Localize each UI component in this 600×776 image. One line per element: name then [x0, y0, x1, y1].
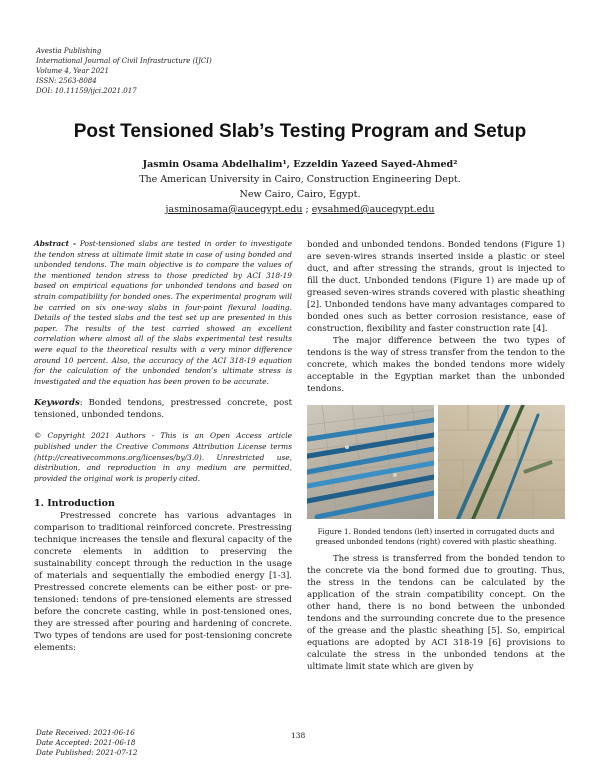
figure-1 — [307, 405, 565, 519]
page-number: 138 — [291, 731, 306, 740]
abstract-text: Post-tensioned slabs are tested in order to investigate the tendon stress at ultimate limit state in case of using bonded and unbonded tendons. The main objective is to compare the values of the mentioned tendon stress to those predicted by ACI 318-19 based on empirical equations for unbonded tendons and based on strain compatibility for bonded ones. The experimental program will be carried on six one-way slabs in four-point flexural loading. Details of the tested slabs and the test set up are presented in this paper. The results of the test carried showed an excellent correlation where almost all of the slabs experimental test results were equal to the theoretical results with a very minor difference around 10 percent. Also, the accuracy of the ACI 318-19 equation for the calculation of the unbonded tendon’s ultimate stress is investigated and the equation has been proven to be accurate. — [34, 239, 292, 386]
paper-title: Post Tensioned Slab’s Testing Program and Setup — [73, 121, 527, 142]
unbonded-tendons-photo — [438, 405, 565, 519]
journal-name: International Journal of Civil Infrastructure (IJCI) — [36, 57, 212, 65]
affiliation: The American University in Cairo, Construction Engineering Dept. — [139, 174, 461, 185]
copyright-notice: © Copyright 2021 Authors - This is an Open Access article published under the Creative Commons Attribution License terms (http://creativecommons.org/licenses/by/3.0). Unrestricted use, distribution, and reproduction in any medium are permitted, provided the original work is properly cited. — [34, 431, 292, 483]
abstract-label: Abstract - — [34, 239, 77, 248]
abstract — [34, 239, 292, 387]
left-column — [34, 239, 292, 654]
email-separator: ; — [302, 204, 312, 215]
keywords-text: : Bonded tendons, prestressed concrete, post tensioned, unbonded tendons. — [34, 398, 292, 421]
email-link-1[interactable]: jasminosama@aucegypt.edu — [165, 204, 303, 215]
author-names: Jasmin Osama Abdelhalim¹, Ezzeldin Yazeed Sayed-Ahmed² — [142, 159, 458, 170]
email-link-2[interactable]: eysahmed@aucegypt.edu — [311, 204, 435, 215]
emails — [0, 202, 600, 217]
date-received: Date Received: 2021-06-16 — [36, 728, 135, 737]
date-accepted: Date Accepted: 2021-06-18 — [36, 738, 136, 747]
paragraph-tendon-types: bonded and unbonded tendons. Bonded tendons (Figure 1) are seven-wires strands inserted inside a plastic or steel duct, and after stressing the strands, grout is injected to fill the duct. Unbonded tendons (Figure 1) are made up of greased seven-wires strands covered with plastic sheathing [2]. Unbonded tendons have many advantages compared to bonded ones such as better corrosion resistance, ease of construction, flexibility and faster construction rate [4]. — [307, 240, 565, 334]
publication-dates — [36, 728, 137, 758]
keywords — [34, 397, 292, 421]
volume: Volume 4, Year 2021 — [36, 67, 109, 75]
date-published: Date Published: 2021-07-12 — [36, 748, 138, 757]
publisher: Avestia Publishing — [36, 47, 102, 55]
doi: DOI: 10.11159/ijci.2021.017 — [36, 87, 137, 95]
issn: ISSN: 2563-8084 — [36, 77, 97, 85]
paragraph-stress-transfer: The major difference between the two types of tendons is the way of stress transfer from the tendon to the concrete, which makes the bonded tendons more widely acceptable in the Egyptian market than the unbonded tendons. — [307, 336, 565, 394]
keywords-label: Keywords — [34, 398, 80, 409]
author-block — [0, 157, 600, 217]
journal-header — [36, 46, 212, 96]
bonded-tendons-photo — [307, 405, 434, 519]
section-heading-introduction: 1. Introduction — [34, 498, 115, 510]
right-column — [307, 239, 565, 673]
introduction-text: Prestressed concrete has various advantages in comparison to traditional reinforced concrete. Prestressing technique increases the tensile and flexural capacity of the concrete elements in addition to preserving the sustainability concept through the reduction in the usage of materials and sequentially the embodied energy [1-3]. Prestressed concrete elements can be either post- or pre-tensioned: tendons of pre-tensioned elements are stressed before the concrete casting, while in post-tensioned ones, they are stressed after pouring and hardening of concrete. Two types of tendons are used for post-tensioning concrete elements: — [34, 511, 292, 654]
figure-1-caption: Figure 1. Bonded tendons (left) inserted in corrugated ducts and greased unbonded tendons (right) covered with plastic sheathing. — [315, 527, 557, 546]
address: New Cairo, Cairo, Egypt. — [239, 189, 361, 200]
paragraph-bond-stress: The stress is transferred from the bonded tendon to the concrete via the bond formed due to grouting. Thus, the stress in the tendons can be calculated by the application of the strain compatibility concept. On the other hand, there is no bond between the unbonded tendons and the surrounding concrete due to the presence of the grease and the plastic sheathing [5]. So, empirical equations are adopted by ACI 318-19 [6] provisions to calculate the stress in the unbonded tendons at the ultimate limit state which are given by — [307, 554, 565, 672]
